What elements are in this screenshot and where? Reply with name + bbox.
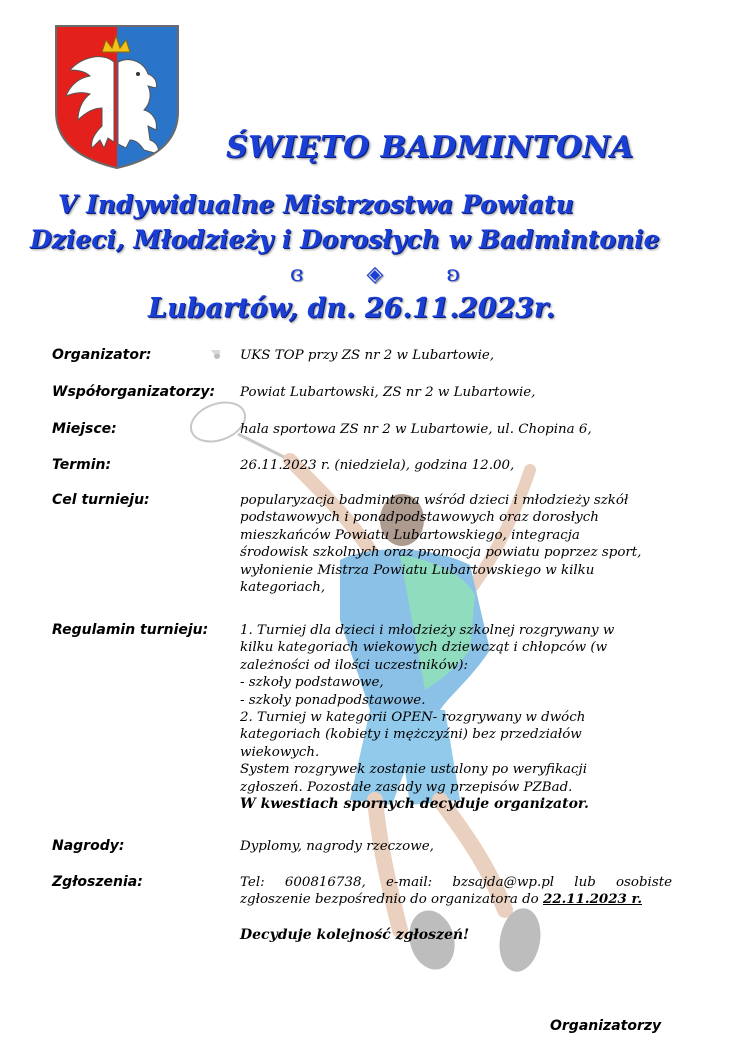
term-value: 26.11.2023 r. (niedziela), godzina 12.00, bbox=[240, 458, 515, 473]
goal-row bbox=[52, 492, 672, 602]
applications-note: Decyduje kolejność zgłoszeń! bbox=[240, 926, 470, 943]
organizer-row bbox=[52, 347, 672, 367]
rules-row bbox=[52, 622, 672, 822]
rules-line: - szkoły ponadpodstawowe. bbox=[240, 692, 426, 708]
prizes-label: Nagrody: bbox=[52, 838, 125, 854]
rules-line: kilku kategoriach wiekowych dziewcząt i chłopców (w bbox=[240, 640, 608, 656]
applications-line-2-prefix: zgłoszenie bezpośrednio do organizatora do bbox=[240, 892, 539, 908]
coorganizers-row bbox=[52, 384, 672, 404]
organizer-value: UKS TOP przy ZS nr 2 w Lubartowie, bbox=[240, 348, 495, 363]
applications-value bbox=[240, 874, 672, 944]
ornament-divider bbox=[290, 262, 460, 286]
rules-line: System rozgrywek zostanie ustalony po weryfikacji bbox=[240, 762, 587, 778]
ornament-center-icon: ◈ bbox=[366, 261, 384, 287]
rules-value bbox=[240, 622, 672, 813]
page-title: ŚWIĘTO BADMINTONA bbox=[225, 130, 635, 165]
rules-bold-line: W kwestiach spornych decyduje organizator. bbox=[240, 796, 589, 813]
place-value: hala sportowa ZS nr 2 w Lubartowie, ul. Chopina 6, bbox=[240, 422, 592, 437]
term-label: Termin: bbox=[52, 457, 112, 473]
rules-line: kategoriach (kobiety i mężczyźni) bez przedziałów bbox=[240, 727, 582, 743]
rules-line: 1. Turniej dla dzieci i młodzieży szkolnej rozgrywany w bbox=[240, 623, 615, 638]
prizes-row bbox=[52, 838, 672, 858]
goal-line: podstawowych i ponadpodstawowych oraz dorosłych bbox=[240, 510, 599, 526]
applications-deadline: 22.11.2023 r. bbox=[543, 891, 643, 908]
subtitle-line-1: V Indywidualne Mistrzostwa Powiatu bbox=[58, 190, 574, 219]
rules-line: zależności od ilości uczestników): bbox=[240, 657, 468, 673]
signature: Organizatorzy bbox=[550, 1018, 662, 1034]
rules-line: - szkoły podstawowe, bbox=[240, 675, 384, 691]
event-date-heading: Lubartów, dn. 26.11.2023r. bbox=[148, 293, 556, 324]
applications-line-2 bbox=[240, 891, 672, 908]
rules-line: wiekowych. bbox=[240, 744, 320, 760]
subtitle-line-2: Dzieci, Młodzieży i Dorosłych w Badmintonie bbox=[30, 225, 660, 254]
rules-label: Regulamin turnieju: bbox=[52, 622, 209, 638]
prizes-value: Dyplomy, nagrody rzeczowe, bbox=[240, 839, 434, 854]
goal-line: wyłonienie Mistrza Powiatu Lubartowskiego w kilku bbox=[240, 562, 595, 578]
coorganizers-value: Powiat Lubartowski, ZS nr 2 w Lubartowie, bbox=[240, 385, 536, 400]
goal-line: kategoriach, bbox=[240, 580, 326, 596]
rules-line: zgłoszeń. Pozostałe zasady wg przepisów PZBad. bbox=[240, 779, 573, 795]
applications-line-1: Tel: 600816738, e-mail: bzsajda@wp.pl lub osobiste bbox=[240, 875, 672, 890]
place-label: Miejsce: bbox=[52, 421, 117, 437]
applications-row bbox=[52, 874, 672, 954]
goal-line: mieszkańców Powiatu Lubartowskiego, integracja bbox=[240, 527, 580, 543]
term-row bbox=[52, 457, 672, 477]
place-row bbox=[52, 421, 672, 441]
organizer-label: Organizator: bbox=[52, 347, 152, 363]
ornament-right-icon: ʚ bbox=[446, 261, 460, 287]
goal-value bbox=[240, 492, 672, 596]
coat-of-arms-icon bbox=[52, 22, 182, 172]
coorganizers-label: Współorganizatorzy: bbox=[52, 384, 216, 400]
ornament-left-icon: ɞ bbox=[290, 261, 304, 287]
applications-label: Zgłoszenia: bbox=[52, 874, 143, 890]
goal-line: środowisk szkolnych oraz promocja powiatu poprzez sport, bbox=[240, 545, 642, 561]
goal-label: Cel turnieju: bbox=[52, 492, 150, 508]
goal-line: popularyzacja badmintona wśród dzieci i młodzieży szkół bbox=[240, 493, 629, 508]
rules-line: 2. Turniej w kategorii OPEN- rozgrywany w dwóch bbox=[240, 710, 586, 726]
